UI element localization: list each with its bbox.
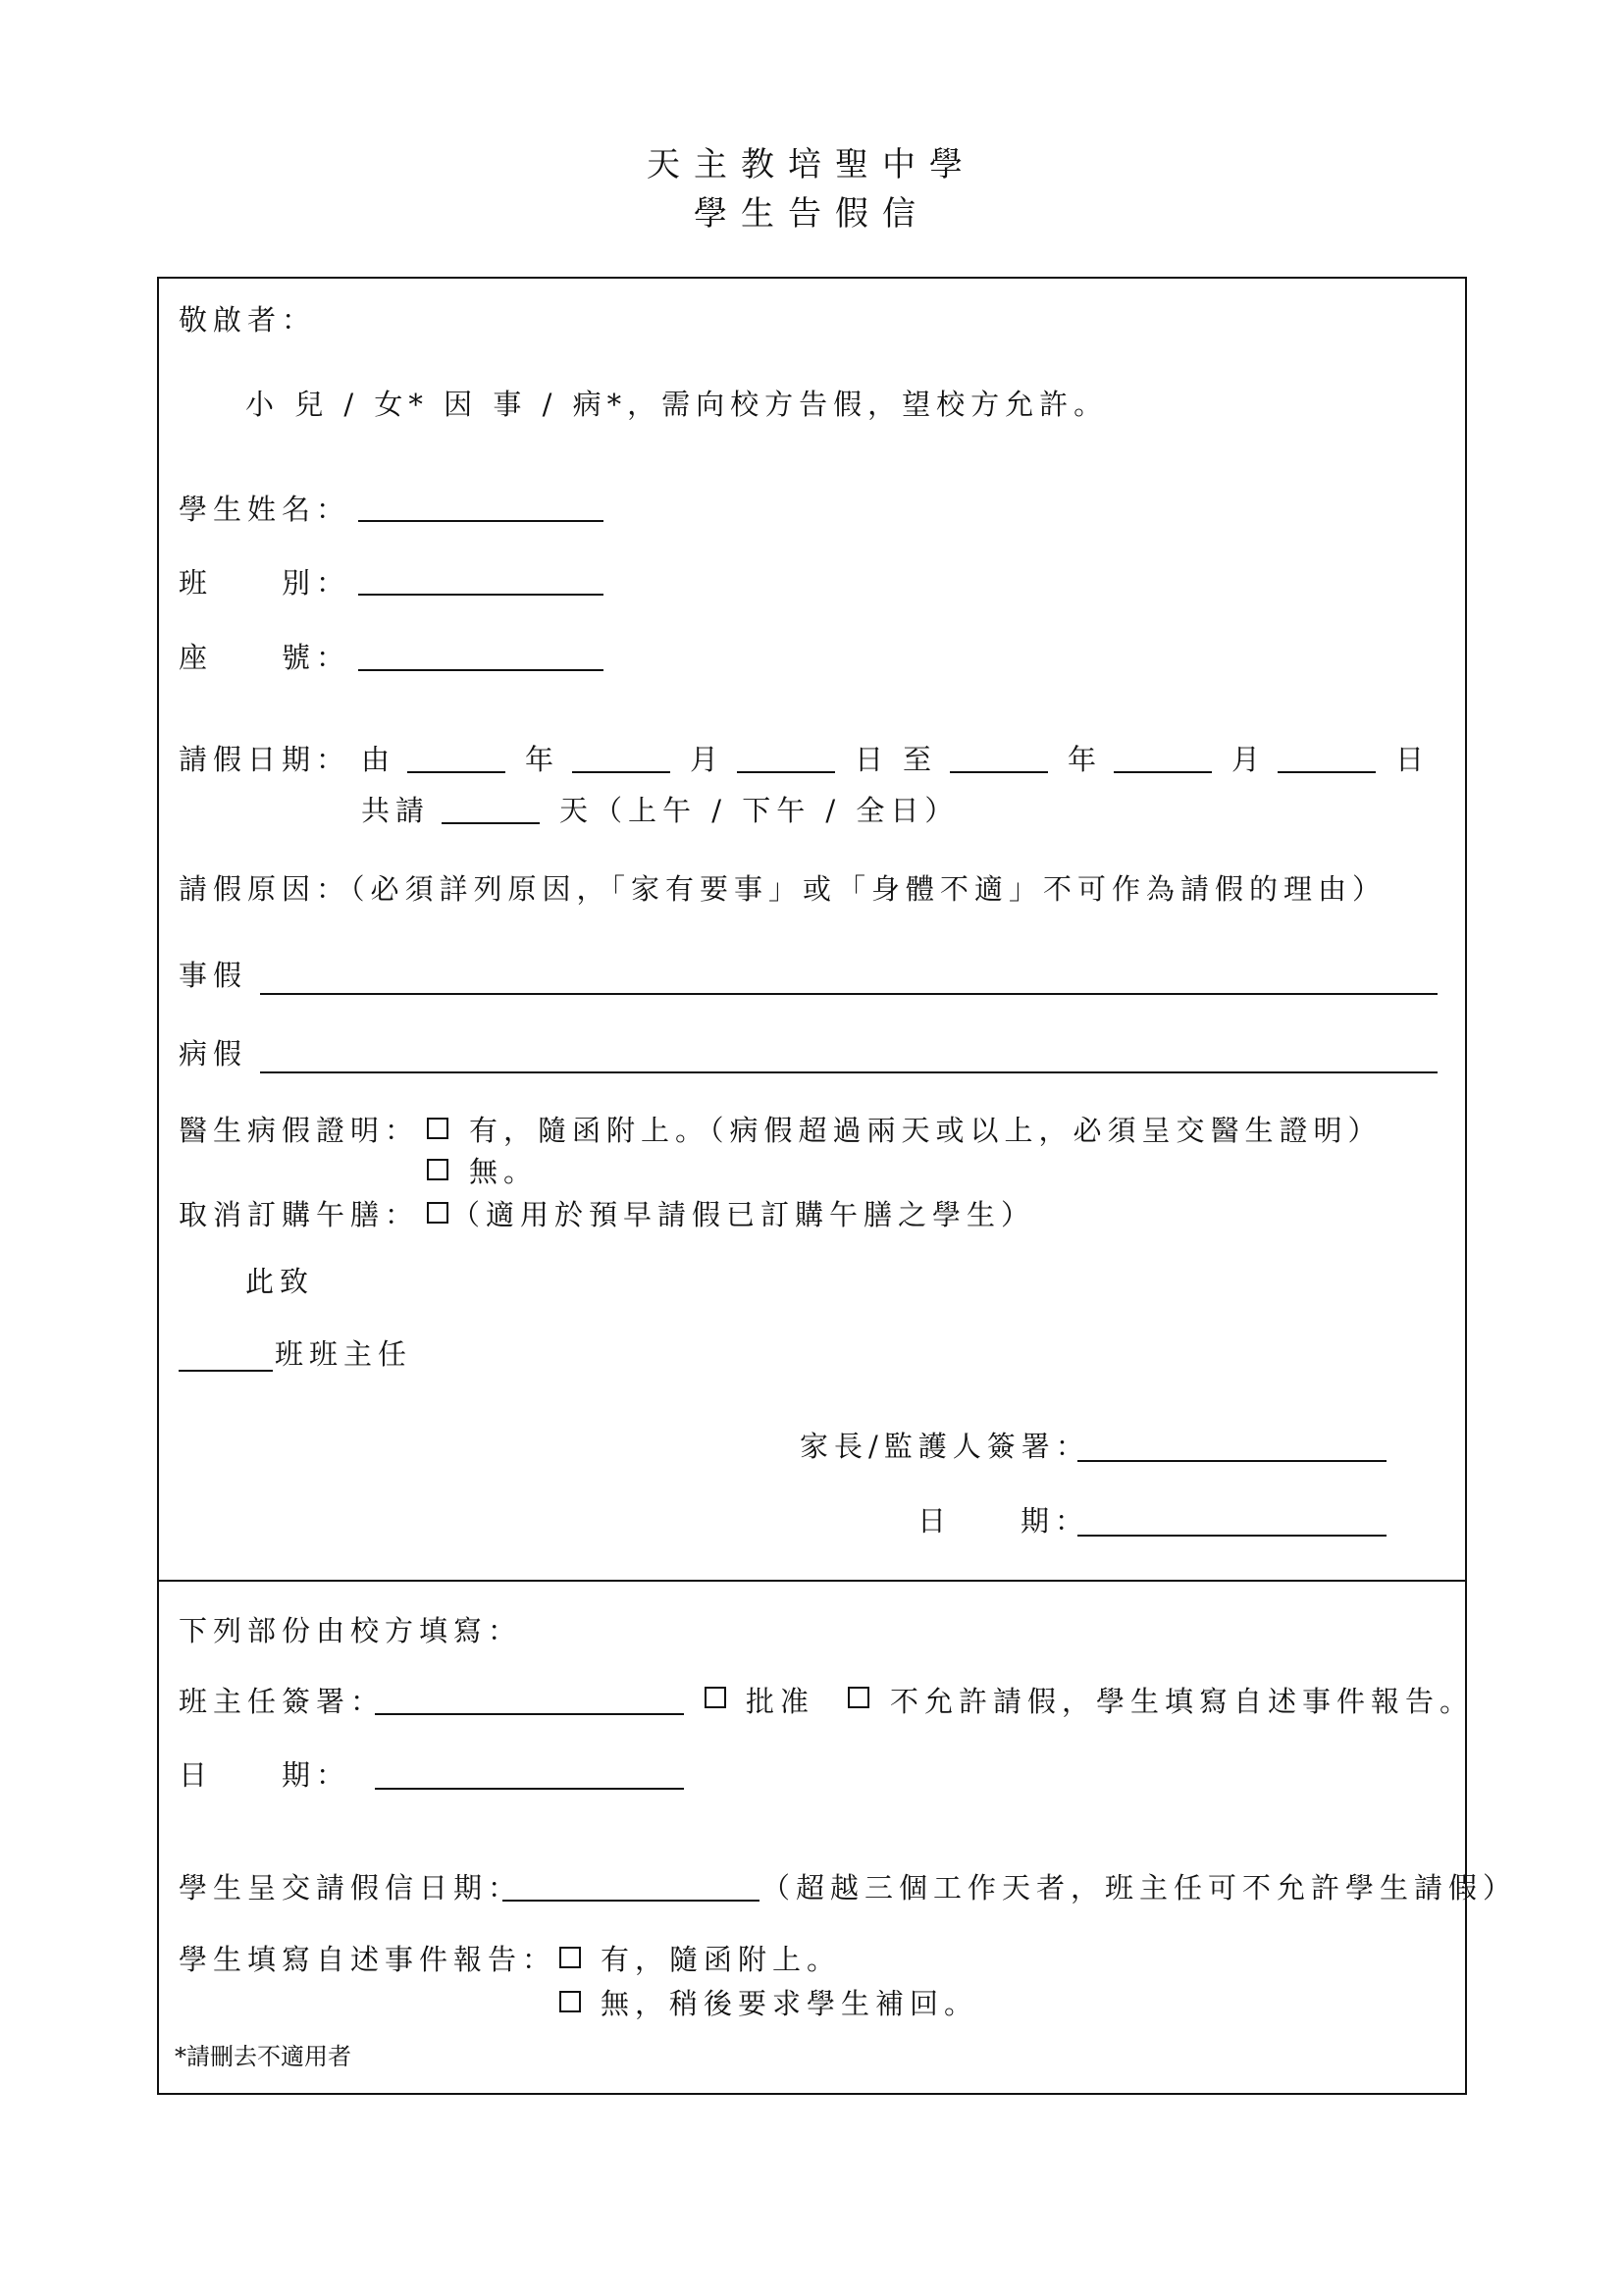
recipient-label: 班班主任 [275, 1337, 413, 1371]
school-name: 天主教培聖中學 [647, 145, 976, 184]
from-year-label: 年 [525, 743, 554, 776]
cancel-lunch-note: （適用於預早請假已訂購午膳之學生） [451, 1198, 1036, 1231]
class-label: 班 別： [179, 566, 351, 600]
from-month-label: 月 [690, 743, 719, 776]
intro-text: 小 兒 / 女* 因 事 / 病*，需向校方告假，望校方允許。 [245, 388, 1109, 421]
from-month-field[interactable] [572, 771, 670, 773]
total-prefix: 共請 [361, 794, 431, 827]
parent-sign-field[interactable] [1077, 1460, 1387, 1462]
seat-field[interactable] [358, 669, 603, 671]
to-day-label: 日 [1395, 743, 1425, 776]
sick-leave-field[interactable] [260, 1071, 1438, 1073]
total-suffix: 天（上午 / 下午 / 全日） [559, 794, 960, 827]
cancel-lunch-checkbox[interactable] [427, 1202, 448, 1224]
submit-note: （超越三個工作天者，班主任可不允許學生請假） [761, 1871, 1518, 1905]
doctor-cert-label: 醫生病假證明： [179, 1114, 420, 1147]
to-day-field[interactable] [1278, 771, 1376, 773]
approve-checkbox[interactable] [705, 1687, 726, 1708]
submit-date-field[interactable] [502, 1900, 759, 1902]
cancel-lunch-label: 取消訂購午膳： [179, 1198, 420, 1231]
doctor-cert-no-checkbox[interactable] [427, 1159, 448, 1180]
report-label: 學生填寫自述事件報告： [179, 1943, 557, 1976]
reject-label: 不允許請假，學生填寫自述事件報告。 [890, 1685, 1475, 1718]
parent-date-label: 日 期： [917, 1504, 1090, 1538]
to-year-label: 年 [1068, 743, 1097, 776]
parent-sign-label: 家長/監護人簽署： [800, 1430, 1090, 1463]
total-days-field[interactable] [442, 822, 540, 824]
personal-leave-field[interactable] [260, 993, 1438, 995]
personal-leave-label: 事假 [179, 959, 248, 992]
salutation: 敬啟者： [179, 303, 317, 337]
teacher-sign-field[interactable] [375, 1713, 684, 1715]
reason-label: 請假原因：（必須詳列原因，「家有要事」或「身體不適」不可作為請假的理由） [179, 872, 1387, 906]
student-name-label: 學生姓名： [179, 493, 351, 526]
footnote: *請刪去不適用者 [175, 2043, 351, 2070]
reject-checkbox[interactable] [848, 1687, 869, 1708]
class-field[interactable] [358, 594, 603, 596]
from-day-field[interactable] [737, 771, 835, 773]
parent-section [157, 277, 1467, 1582]
to-month-label: 月 [1231, 743, 1261, 776]
doctor-cert-yes-checkbox[interactable] [427, 1118, 448, 1139]
submit-date-label: 學生呈交請假信日期： [179, 1871, 523, 1905]
closing: 此致 [245, 1265, 315, 1298]
class-name-field[interactable] [179, 1370, 273, 1372]
doctor-cert-no-text: 無。 [469, 1155, 539, 1188]
report-yes-text: 有，隨函附上。 [601, 1943, 842, 1976]
teacher-sign-label: 班主任簽署： [179, 1685, 386, 1718]
report-no-text: 無，稍後要求學生補回。 [601, 1987, 979, 2020]
to-month-field[interactable] [1114, 771, 1212, 773]
to-label: 至 [903, 743, 932, 776]
student-name-field[interactable] [358, 520, 603, 522]
parent-date-field[interactable] [1077, 1535, 1387, 1537]
report-yes-checkbox[interactable] [559, 1947, 581, 1968]
school-section-heading: 下列部份由校方填寫： [179, 1614, 523, 1647]
doctor-cert-yes-text: 有，隨函附上。（病假超過兩天或以上，必須呈交醫生證明） [469, 1114, 1383, 1147]
teacher-date-label: 日 期： [179, 1758, 351, 1792]
form-title: 學生告假信 [694, 194, 929, 234]
from-day-label: 日 [855, 743, 884, 776]
sick-leave-label: 病假 [179, 1037, 248, 1070]
from-year-field[interactable] [407, 771, 505, 773]
leave-date-label: 請假日期： [179, 743, 351, 776]
to-year-field[interactable] [950, 771, 1048, 773]
report-no-checkbox[interactable] [559, 1991, 581, 2012]
from-label: 由 [361, 743, 391, 776]
approve-label: 批准 [746, 1685, 815, 1718]
seat-label: 座 號： [179, 641, 351, 674]
teacher-date-field[interactable] [375, 1788, 684, 1790]
